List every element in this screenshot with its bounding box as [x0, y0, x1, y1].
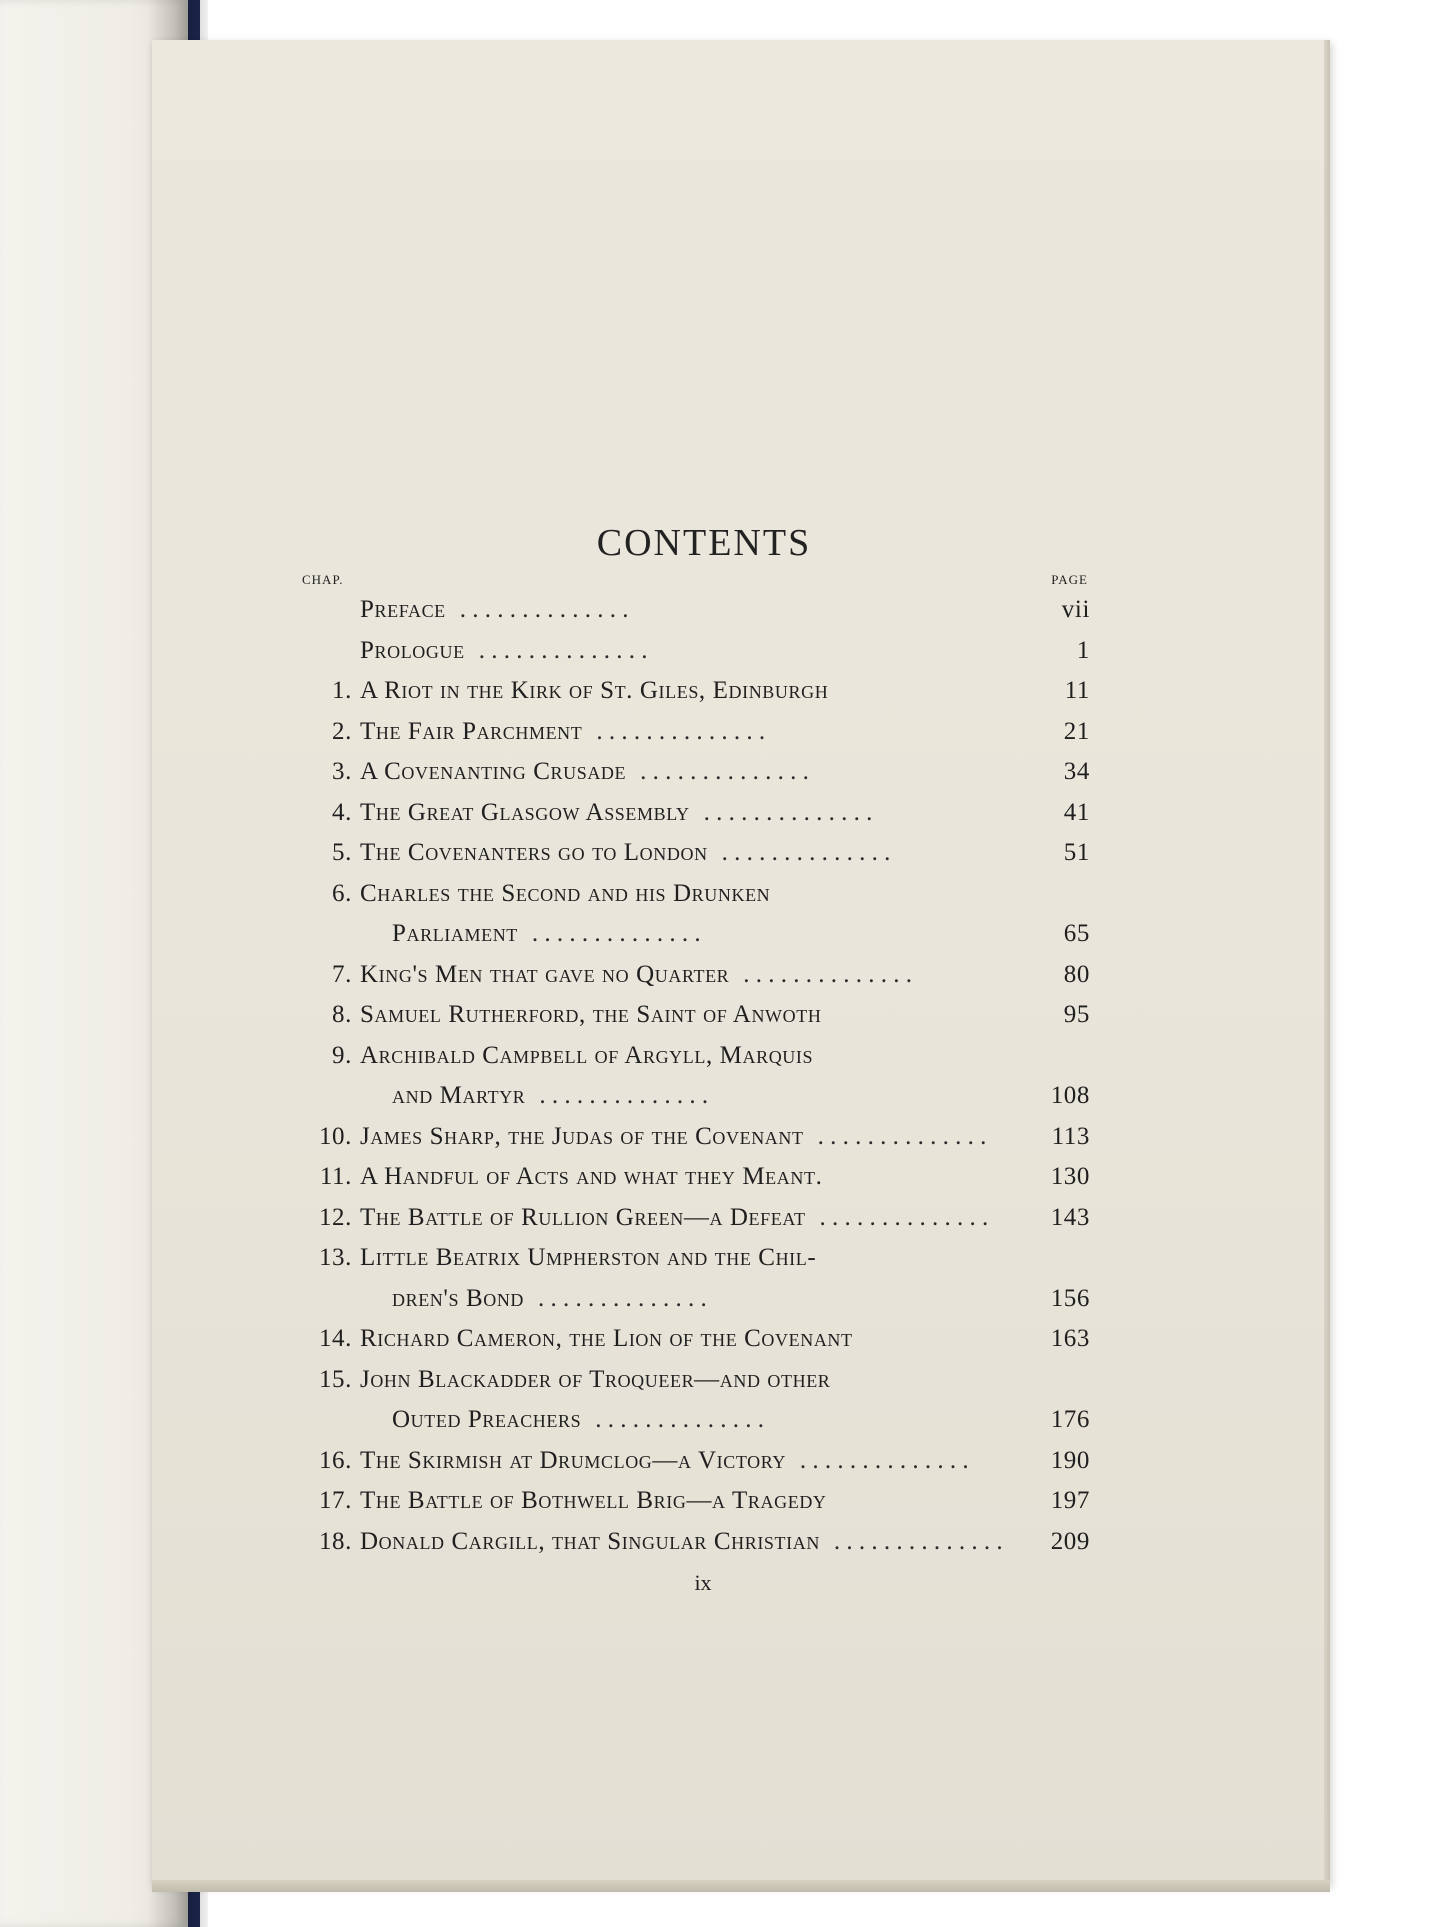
toc-entry	[300, 631, 1090, 672]
toc-entry-number: 14.	[318, 1325, 352, 1352]
toc-entry-title: The Battle of Bothwell Brig—a Tragedy	[360, 1487, 827, 1514]
toc-entry-page: 197	[1050, 1487, 1090, 1514]
toc-entry-title: The Battle of Rullion Green—a Defeat	[360, 1203, 806, 1231]
leader-dots	[524, 1279, 1030, 1320]
toc-entry-number: 17.	[318, 1487, 352, 1514]
toc-entry-number: 5.	[332, 839, 352, 866]
leader-dots	[518, 914, 1030, 955]
toc-entry-title-continued: dren's Bond	[392, 1284, 525, 1312]
toc-entry-page: 34	[1063, 758, 1090, 785]
leader-dots	[626, 752, 1030, 793]
leader-dots	[786, 1441, 1030, 1482]
toc-entry-page: 21	[1063, 717, 1090, 745]
toc-entry-title: Prologue	[360, 636, 465, 664]
toc-entry	[300, 1036, 1090, 1117]
leader-dots	[690, 793, 1030, 834]
page-column-label: PAGE	[1051, 572, 1088, 587]
leader-dots	[446, 590, 1030, 631]
toc-entry-title: A Handful of Acts and what they Meant.	[360, 1163, 823, 1190]
toc-entry	[300, 1117, 1090, 1158]
leader-dots	[582, 712, 1030, 753]
page-folio: ix	[694, 1570, 712, 1595]
toc-entries	[300, 590, 1090, 1562]
toc-entry-title-continued: and Martyr	[392, 1082, 526, 1109]
toc-entry	[300, 752, 1090, 793]
toc-entry-page: 11	[1064, 677, 1090, 704]
toc-entry-title: Samuel Rutherford, the Saint of Anwoth	[360, 1001, 822, 1028]
toc-entry-number: 11.	[319, 1163, 352, 1190]
toc-entry-page: 163	[1050, 1325, 1090, 1352]
toc-entry-title: A Covenanting Crusade	[360, 758, 627, 785]
toc-entry-page: 108	[1050, 1082, 1090, 1109]
toc-entry	[300, 671, 1090, 712]
toc-entry-page: 113	[1051, 1122, 1090, 1150]
toc-entry-page: 95	[1063, 1001, 1090, 1028]
toc-entry	[300, 712, 1090, 753]
toc-entry-title: The Skirmish at Drumclog—a Victory	[360, 1446, 786, 1474]
toc-entry-title: A Riot in the Kirk of St. Giles, Edinburgh	[360, 677, 829, 704]
leader-dots	[581, 1400, 1030, 1441]
toc-entry	[300, 1319, 1090, 1360]
toc-entry-number: 8.	[332, 1001, 352, 1028]
toc-entry	[300, 955, 1090, 996]
toc-entry-page: 176	[1050, 1406, 1090, 1433]
toc-entry-title: Richard Cameron, the Lion of the Covenant	[360, 1325, 853, 1352]
toc-entry	[300, 833, 1090, 874]
leader-dots	[708, 833, 1030, 874]
toc-entry-number: 2.	[332, 717, 352, 745]
toc-entry-page: 209	[1050, 1527, 1090, 1555]
toc-entry-page: 143	[1050, 1203, 1090, 1231]
toc-entry-page: vii	[1061, 596, 1090, 623]
page-edge	[1324, 40, 1330, 1885]
toc-entry-title: The Covenanters go to London	[360, 839, 708, 866]
toc-entry-page: 190	[1050, 1446, 1090, 1474]
leader-dots	[806, 1198, 1030, 1239]
toc-entry-title: The Fair Parchment	[360, 717, 583, 745]
leader-dots	[465, 631, 1030, 672]
toc-entry-title: Charles the Second and his Drunken	[360, 879, 771, 907]
toc-entry-page: 51	[1063, 839, 1090, 866]
toc-entry-number: 13.	[318, 1244, 352, 1271]
toc-entry-number: 18.	[318, 1527, 352, 1555]
toc-entry-title: The Great Glasgow Assembly	[360, 798, 690, 826]
toc-entry-number: 10.	[318, 1122, 352, 1150]
toc-entry-title: Donald Cargill, that Singular Christian	[360, 1527, 820, 1555]
contents-block	[300, 518, 1090, 1596]
toc-entry-number: 16.	[318, 1446, 352, 1474]
leader-dots	[820, 1522, 1030, 1563]
toc-entry	[300, 1198, 1090, 1239]
toc-entry-title: Archibald Campbell of Argyll, Marquis	[360, 1041, 814, 1069]
toc-entry	[300, 590, 1090, 631]
toc-entry-number: 6.	[332, 879, 352, 907]
toc-entry-title-continued: Outed Preachers	[392, 1406, 582, 1433]
leader-dots	[729, 955, 1030, 996]
toc-entry-title: John Blackadder of Troqueer—and other	[360, 1365, 831, 1393]
toc-entry-number: 15.	[318, 1365, 352, 1393]
column-header-row	[300, 568, 1090, 590]
toc-entry	[300, 995, 1090, 1036]
toc-entry-page: 80	[1063, 960, 1090, 988]
toc-entry-title: King's Men that gave no Quarter	[360, 960, 730, 988]
toc-entry-page: 156	[1050, 1284, 1090, 1312]
toc-entry-page: 65	[1063, 920, 1090, 947]
toc-entry	[300, 1238, 1090, 1319]
toc-entry-title: James Sharp, the Judas of the Covenant	[360, 1122, 804, 1150]
page-bottom-edge	[152, 1880, 1330, 1892]
chapter-column-label: CHAP.	[302, 572, 344, 587]
toc-entry	[300, 1522, 1090, 1563]
toc-entry-title: Preface	[360, 596, 446, 623]
toc-entry	[300, 1481, 1090, 1522]
toc-entry-page: 130	[1050, 1163, 1090, 1190]
page-title: CONTENTS	[596, 522, 812, 564]
toc-entry-number: 3.	[332, 758, 352, 785]
toc-entry-title-continued: Parliament	[392, 920, 518, 947]
toc-entry	[300, 1157, 1090, 1198]
toc-entry-number: 4.	[332, 798, 352, 826]
toc-entry-number: 7.	[332, 960, 352, 988]
toc-entry	[300, 874, 1090, 955]
toc-entry-number: 9.	[332, 1041, 352, 1069]
toc-entry-page: 41	[1063, 798, 1090, 826]
leader-dots	[804, 1117, 1030, 1158]
toc-entry	[300, 1360, 1090, 1441]
toc-entry	[300, 1441, 1090, 1482]
toc-entry-number: 12.	[318, 1203, 352, 1231]
toc-entry	[300, 793, 1090, 834]
toc-entry-number: 1.	[332, 677, 352, 704]
leader-dots	[525, 1076, 1030, 1117]
toc-entry-page: 1	[1076, 636, 1090, 664]
toc-entry-title: Little Beatrix Umpherston and the Chil-	[360, 1244, 817, 1271]
